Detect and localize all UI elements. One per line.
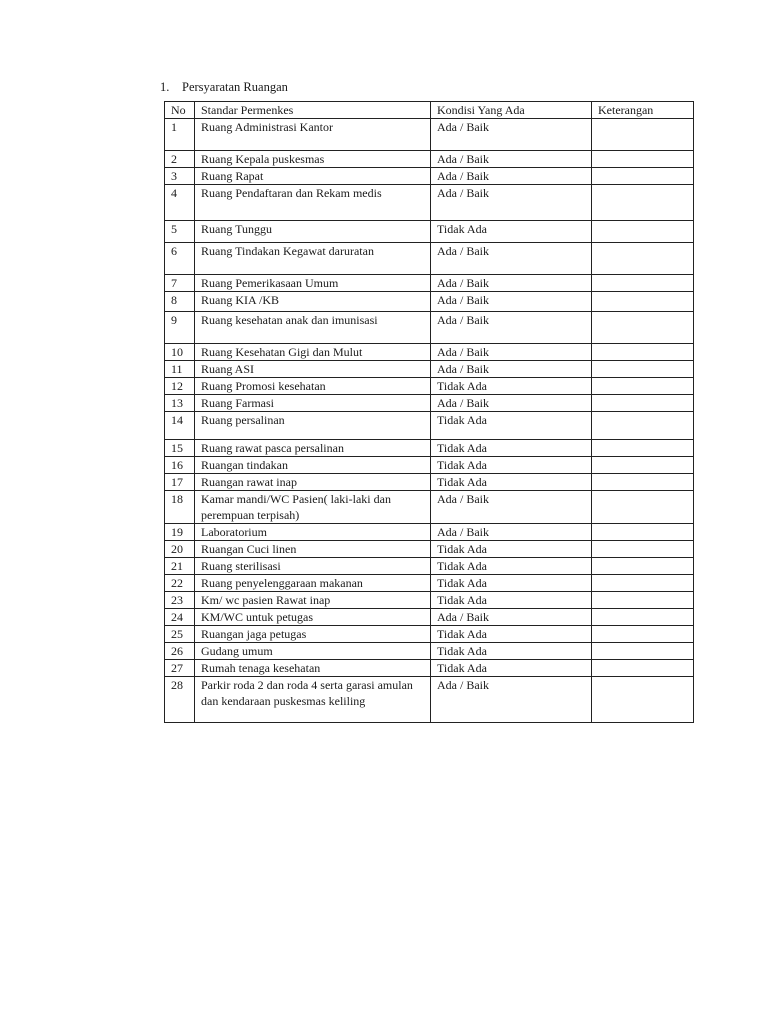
table-row <box>165 412 694 440</box>
row-keterangan <box>592 185 694 221</box>
row-standar: Ruang rawat pasca persalinan <box>195 440 431 457</box>
row-keterangan <box>592 660 694 677</box>
table-row <box>165 292 694 312</box>
row-number: 11 <box>165 361 195 378</box>
row-number: 9 <box>165 312 195 344</box>
row-kondisi: Tidak Ada <box>431 378 592 395</box>
row-standar: Ruang KIA /KB <box>195 292 431 312</box>
row-kondisi: Tidak Ada <box>431 541 592 558</box>
row-keterangan <box>592 524 694 541</box>
row-standar: Ruang Kepala puskesmas <box>195 151 431 168</box>
table-row <box>165 643 694 660</box>
table-row <box>165 243 694 275</box>
row-kondisi: Tidak Ada <box>431 474 592 491</box>
row-kondisi: Ada / Baik <box>431 243 592 275</box>
header-keterangan: Keterangan <box>592 102 694 119</box>
section-heading <box>150 80 288 95</box>
table-row <box>165 168 694 185</box>
row-standar: Ruang Promosi kesehatan <box>195 378 431 395</box>
row-kondisi: Tidak Ada <box>431 457 592 474</box>
row-number: 21 <box>165 558 195 575</box>
row-standar: Ruang Rapat <box>195 168 431 185</box>
table-row <box>165 677 694 723</box>
table-row <box>165 361 694 378</box>
table-row <box>165 592 694 609</box>
row-keterangan <box>592 558 694 575</box>
row-number: 10 <box>165 344 195 361</box>
row-kondisi: Ada / Baik <box>431 119 592 151</box>
row-standar: Kamar mandi/WC Pasien( laki-laki dan perempuan terpisah) <box>195 491 431 524</box>
row-kondisi: Tidak Ada <box>431 575 592 592</box>
row-number: 5 <box>165 221 195 243</box>
row-standar: Ruang Administrasi Kantor <box>195 119 431 151</box>
row-kondisi: Ada / Baik <box>431 524 592 541</box>
table-row <box>165 344 694 361</box>
header-kondisi: Kondisi Yang Ada <box>431 102 592 119</box>
header-standar: Standar Permenkes <box>195 102 431 119</box>
row-number: 26 <box>165 643 195 660</box>
row-standar: KM/WC untuk petugas <box>195 609 431 626</box>
row-number: 14 <box>165 412 195 440</box>
table-row <box>165 378 694 395</box>
row-kondisi: Ada / Baik <box>431 312 592 344</box>
table-row <box>165 626 694 643</box>
row-number: 13 <box>165 395 195 412</box>
row-standar: Ruang persalinan <box>195 412 431 440</box>
row-kondisi: Ada / Baik <box>431 677 592 723</box>
row-number: 6 <box>165 243 195 275</box>
row-number: 4 <box>165 185 195 221</box>
row-kondisi: Ada / Baik <box>431 344 592 361</box>
row-standar: Ruang Pendaftaran dan Rekam medis <box>195 185 431 221</box>
row-kondisi: Tidak Ada <box>431 643 592 660</box>
row-number: 16 <box>165 457 195 474</box>
row-standar: Ruangan jaga petugas <box>195 626 431 643</box>
row-standar: Ruang Tunggu <box>195 221 431 243</box>
row-number: 24 <box>165 609 195 626</box>
table-row <box>165 609 694 626</box>
row-number: 22 <box>165 575 195 592</box>
row-number: 28 <box>165 677 195 723</box>
row-kondisi: Tidak Ada <box>431 660 592 677</box>
table-row <box>165 575 694 592</box>
row-keterangan <box>592 626 694 643</box>
table-row <box>165 275 694 292</box>
row-number: 1 <box>165 119 195 151</box>
section-number: 1. <box>160 80 170 94</box>
row-keterangan <box>592 275 694 292</box>
row-keterangan <box>592 243 694 275</box>
row-keterangan <box>592 474 694 491</box>
row-kondisi: Ada / Baik <box>431 292 592 312</box>
row-number: 2 <box>165 151 195 168</box>
row-keterangan <box>592 292 694 312</box>
row-standar: Rumah tenaga kesehatan <box>195 660 431 677</box>
table-row <box>165 474 694 491</box>
row-standar: Km/ wc pasien Rawat inap <box>195 592 431 609</box>
row-number: 15 <box>165 440 195 457</box>
row-kondisi: Ada / Baik <box>431 168 592 185</box>
row-standar: Ruang penyelenggaraan makanan <box>195 575 431 592</box>
row-standar: Ruang kesehatan anak dan imunisasi <box>195 312 431 344</box>
row-standar: Ruang Tindakan Kegawat daruratan <box>195 243 431 275</box>
table-row <box>165 541 694 558</box>
requirements-table <box>164 101 694 723</box>
row-keterangan <box>592 119 694 151</box>
row-keterangan <box>592 312 694 344</box>
row-keterangan <box>592 221 694 243</box>
row-kondisi: Ada / Baik <box>431 151 592 168</box>
row-standar: Ruangan rawat inap <box>195 474 431 491</box>
row-keterangan <box>592 491 694 524</box>
table-row <box>165 151 694 168</box>
table-row <box>165 119 694 151</box>
row-number: 18 <box>165 491 195 524</box>
row-number: 12 <box>165 378 195 395</box>
row-keterangan <box>592 361 694 378</box>
row-standar: Parkir roda 2 dan roda 4 serta garasi amulan dan kendaraan puskesmas keliling <box>195 677 431 723</box>
table-row <box>165 660 694 677</box>
row-standar: Ruang sterilisasi <box>195 558 431 575</box>
section-title: Persyaratan Ruangan <box>182 80 288 94</box>
row-kondisi: Tidak Ada <box>431 440 592 457</box>
table-row <box>165 558 694 575</box>
row-number: 7 <box>165 275 195 292</box>
row-keterangan <box>592 378 694 395</box>
table-row <box>165 312 694 344</box>
row-number: 17 <box>165 474 195 491</box>
row-kondisi: Ada / Baik <box>431 275 592 292</box>
table-row <box>165 221 694 243</box>
row-keterangan <box>592 592 694 609</box>
table-header-row <box>165 102 694 119</box>
row-number: 20 <box>165 541 195 558</box>
row-kondisi: Tidak Ada <box>431 412 592 440</box>
row-standar: Ruang ASI <box>195 361 431 378</box>
row-number: 8 <box>165 292 195 312</box>
row-number: 19 <box>165 524 195 541</box>
table-body <box>165 119 694 723</box>
row-standar: Ruangan Cuci linen <box>195 541 431 558</box>
row-kondisi: Ada / Baik <box>431 491 592 524</box>
row-kondisi: Tidak Ada <box>431 626 592 643</box>
row-keterangan <box>592 575 694 592</box>
row-number: 23 <box>165 592 195 609</box>
row-standar: Ruang Kesehatan Gigi dan Mulut <box>195 344 431 361</box>
row-number: 3 <box>165 168 195 185</box>
row-kondisi: Ada / Baik <box>431 395 592 412</box>
row-standar: Gudang umum <box>195 643 431 660</box>
row-keterangan <box>592 395 694 412</box>
row-kondisi: Tidak Ada <box>431 558 592 575</box>
row-kondisi: Tidak Ada <box>431 592 592 609</box>
row-kondisi: Ada / Baik <box>431 361 592 378</box>
row-keterangan <box>592 677 694 723</box>
row-standar: Laboratorium <box>195 524 431 541</box>
table-row <box>165 395 694 412</box>
row-kondisi: Ada / Baik <box>431 609 592 626</box>
table-row <box>165 457 694 474</box>
row-keterangan <box>592 168 694 185</box>
row-standar: Ruang Farmasi <box>195 395 431 412</box>
table-row <box>165 524 694 541</box>
row-keterangan <box>592 541 694 558</box>
row-standar: Ruangan tindakan <box>195 457 431 474</box>
table-row <box>165 491 694 524</box>
row-number: 27 <box>165 660 195 677</box>
table-row <box>165 440 694 457</box>
row-keterangan <box>592 412 694 440</box>
row-keterangan <box>592 344 694 361</box>
row-keterangan <box>592 643 694 660</box>
row-kondisi: Tidak Ada <box>431 221 592 243</box>
row-standar: Ruang Pemerikasaan Umum <box>195 275 431 292</box>
row-keterangan <box>592 457 694 474</box>
row-keterangan <box>592 151 694 168</box>
row-keterangan <box>592 440 694 457</box>
row-keterangan <box>592 609 694 626</box>
header-no: No <box>165 102 195 119</box>
table-row <box>165 185 694 221</box>
row-kondisi: Ada / Baik <box>431 185 592 221</box>
row-number: 25 <box>165 626 195 643</box>
